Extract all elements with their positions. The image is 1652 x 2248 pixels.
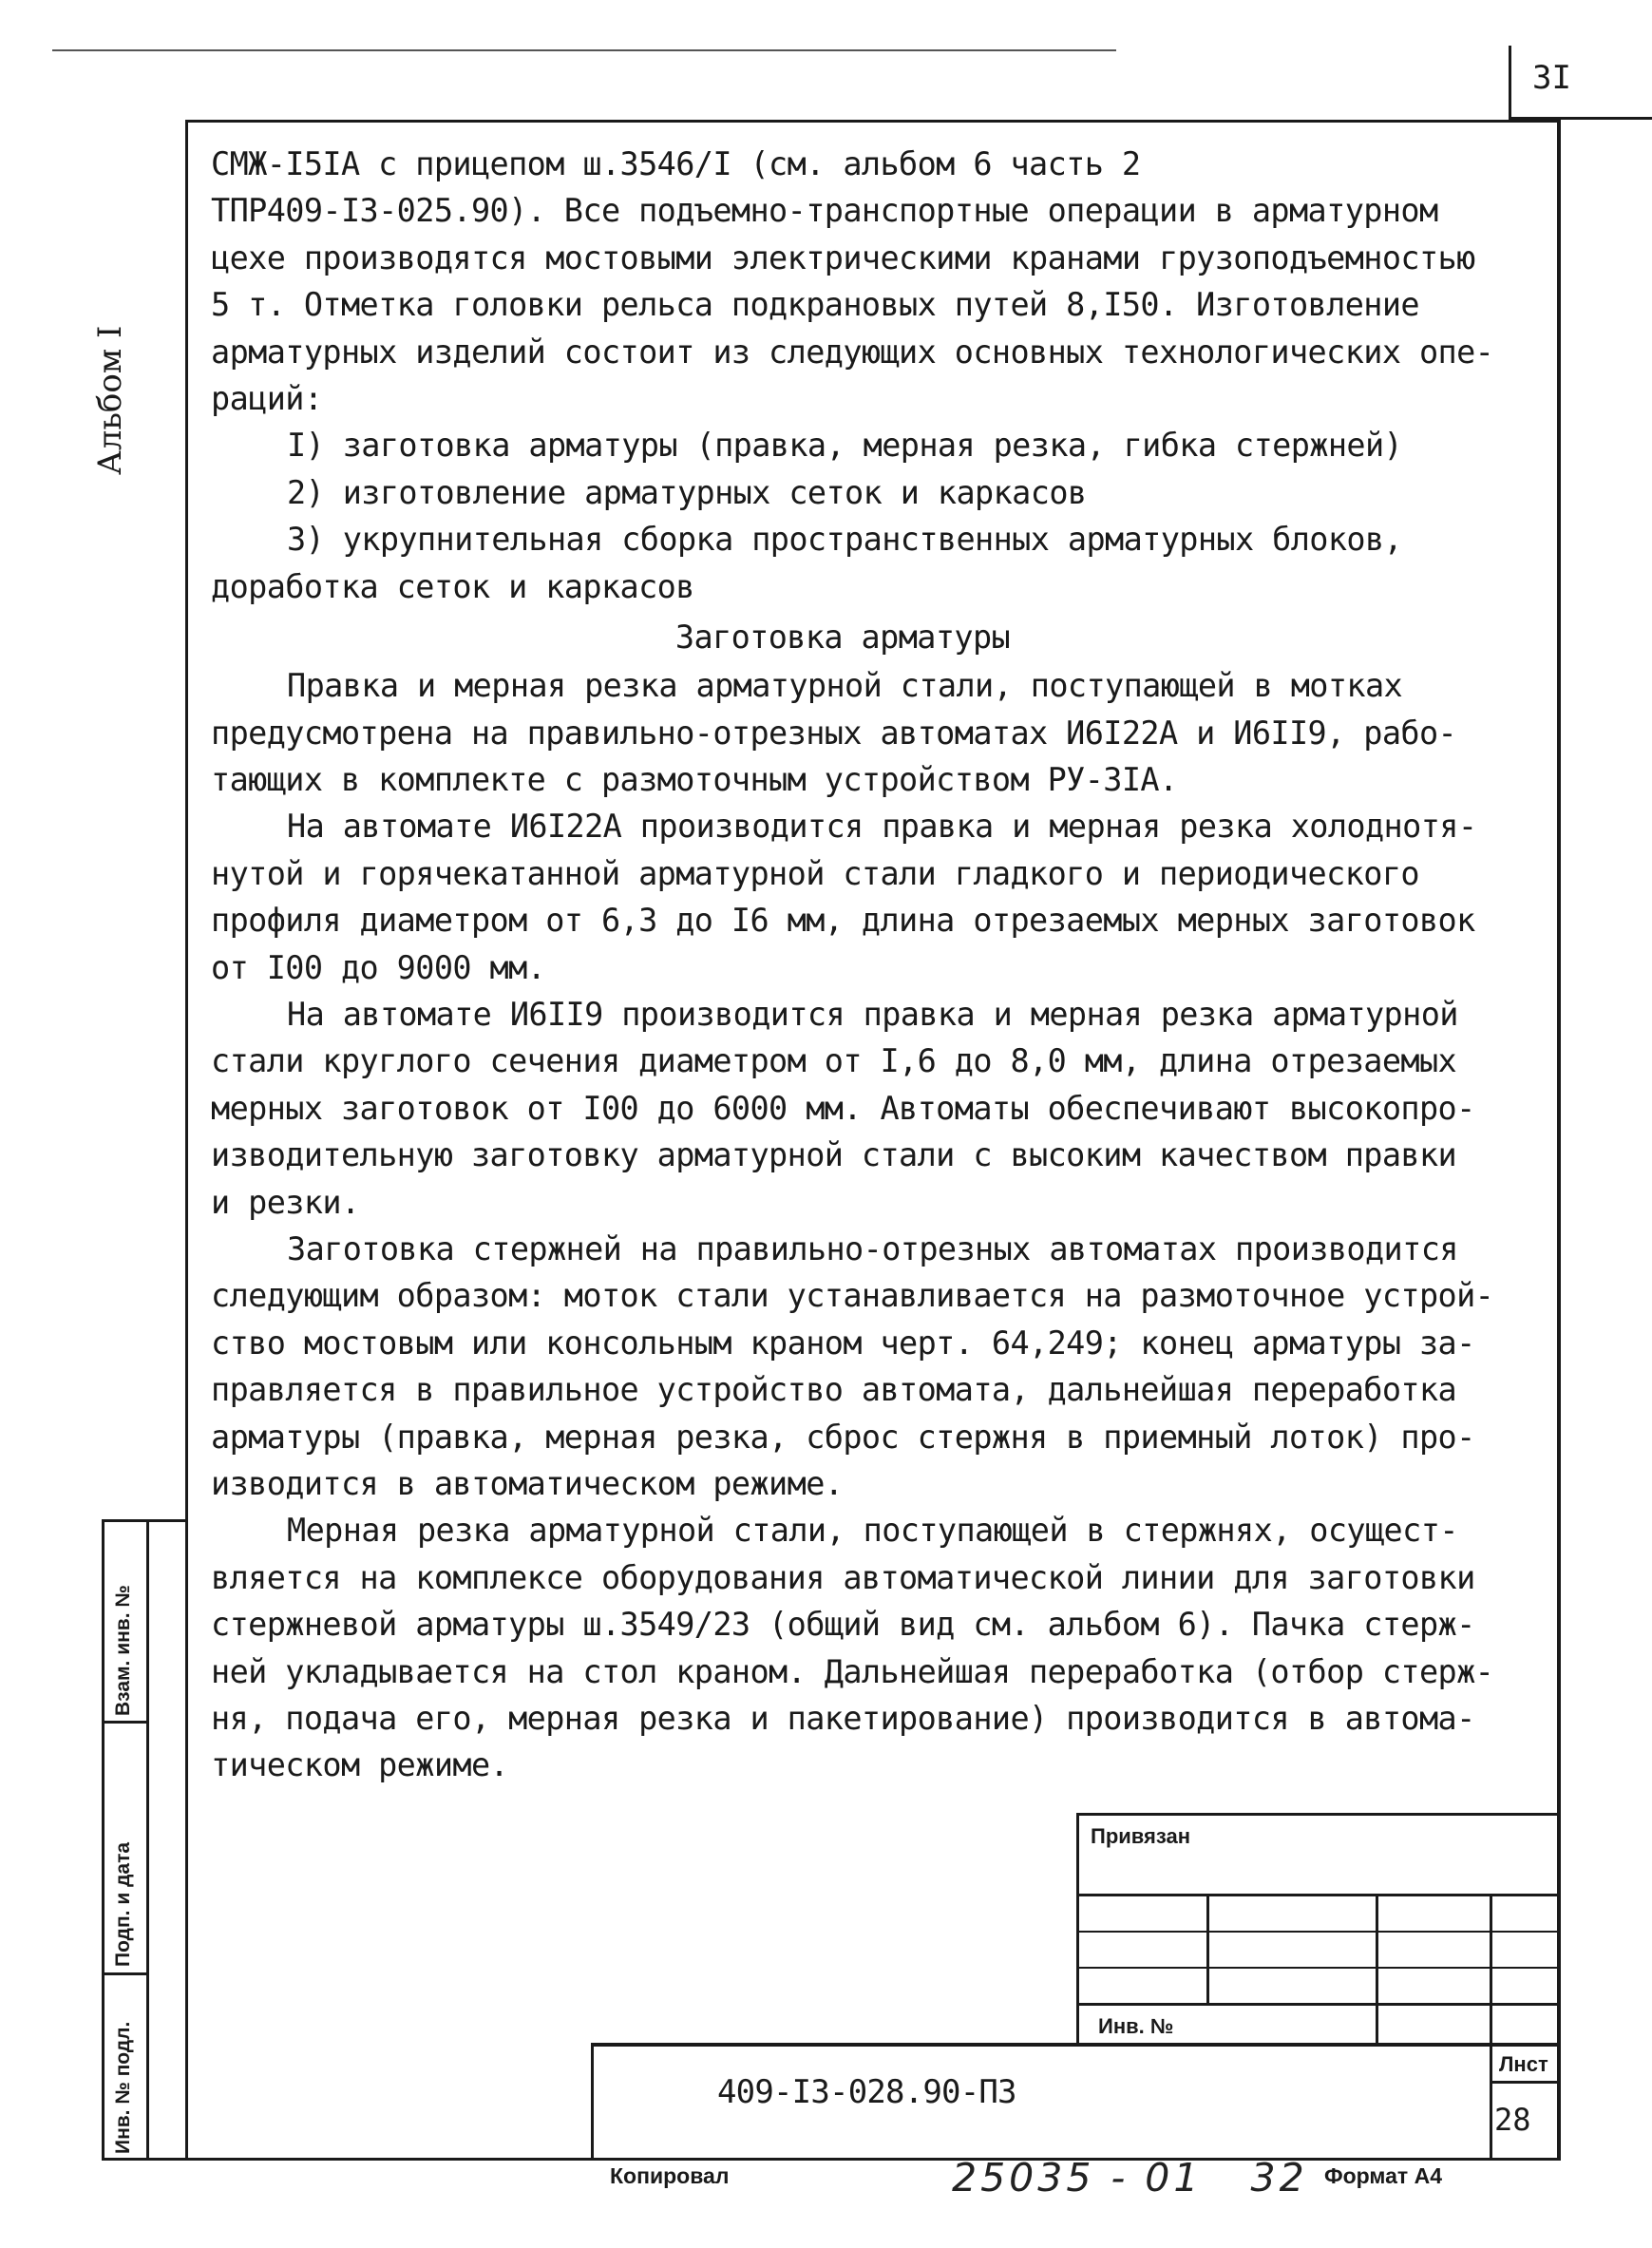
text-line: доработка сеток и каркасов — [211, 567, 694, 605]
paragraph-start: Заготовка стержней на правильно-отрезных автоматах производится — [287, 1229, 1458, 1267]
text-line: следующим образом: моток стали устанавливается на размоточное устрой- — [211, 1277, 1494, 1315]
paragraph-start: Мерная резка арматурной стали, поступающей в стержнях, осущест- — [287, 1512, 1458, 1550]
side-label-replace-inv: Взам. инв. № — [112, 1585, 134, 1716]
side-label-original-inv: Инв. № подл. — [112, 2021, 134, 2154]
handwritten-number: 25035 - 01 32 — [952, 2155, 1308, 2200]
text-line: стали круглого сечения диаметром от I,6 до 8,0 мм, длина отрезаемых — [211, 1042, 1457, 1080]
text-line: изводится в автоматическом режиме. — [211, 1464, 844, 1502]
header-rule — [52, 49, 1116, 51]
code-block-rule — [1490, 2081, 1561, 2084]
text-line: СМЖ-I5IА с прицепом ш.3546/I (см. альбом 6 часть 2 — [211, 145, 1141, 182]
text-line: ство мостовым или консольным краном черт. 64,249; конец арматуры за- — [211, 1324, 1475, 1362]
text-line: правляется в правильное устройство автомата, дальнейшая переработка — [211, 1371, 1457, 1409]
paragraph-start: На автомате И6I22А производится правка и мерная резка холоднотя- — [287, 808, 1477, 846]
title-block-divider — [1490, 1894, 1492, 2045]
document-code: 409-I3-028.90-ПЗ — [717, 2073, 1016, 2111]
text-line: стержневой арматуры ш.3549/23 (общий вид см. альбом 6). Пачка стерж- — [211, 1606, 1475, 1644]
text-line: цехе производятся мостовыми электрическими кранами грузоподъемностью — [211, 238, 1475, 276]
list-item: 2) изготовление арматурных сеток и каркасов — [287, 473, 1087, 511]
text-line: вляется на комплексе оборудования автоматической линии для заготовки — [211, 1558, 1475, 1596]
list-item: 3) укрупнительная сборка пространственных арматурных блоков, — [287, 521, 1403, 559]
text-line: тающих в комплекте с размоточным устройством РУ-3IА. — [211, 761, 1178, 799]
title-block-rule — [1076, 1894, 1561, 1896]
text-line: мерных заготовок от I00 до 6000 мм. Автоматы обеспечивают высокопро- — [211, 1089, 1475, 1127]
text-line: арматуры (правка, мерная резка, сброс стержня в приемный лоток) про- — [211, 1418, 1475, 1456]
text-line: изводительную заготовку арматурной стали с высоким качеством правки — [211, 1136, 1457, 1174]
format-label: Формат А4 — [1324, 2163, 1442, 2188]
section-heading: Заготовка арматуры — [674, 618, 1011, 656]
text-line: 5 т. Отметка головки рельса подкрановых путей 8,I50. Изготовление — [211, 286, 1419, 324]
list-item: I) заготовка арматуры (правка, мерная резка, гибка стержней) — [287, 427, 1403, 465]
page-number: 3I — [1509, 46, 1652, 120]
text-line: ня, подача его, мерная резка и пакетирование) производится в автома- — [211, 1699, 1475, 1737]
code-block-left-border — [591, 2043, 594, 2161]
attached-label: Привязан — [1091, 1824, 1191, 1848]
title-block-left-border — [1076, 1813, 1079, 2045]
title-block-divider — [1206, 1894, 1209, 2004]
text-line: от I00 до 9000 мм. — [211, 948, 546, 986]
title-block-divider — [1376, 1894, 1378, 2045]
code-block-top-border — [591, 2043, 1561, 2047]
copied-label: Копировал — [610, 2163, 730, 2188]
side-label-signature-date: Подп. и дата — [112, 1841, 134, 1967]
text-line: арматурных изделий состоит из следующих основных технологических опе- — [211, 333, 1494, 371]
text-line: предусмотрена на правильно-отрезных автоматах И6I22А и И6II9, рабо- — [211, 714, 1457, 752]
side-stamp-divider — [146, 1522, 149, 2158]
title-block-rule — [1076, 1967, 1561, 1969]
text-line: раций: — [211, 379, 323, 417]
title-block-rule — [1076, 1931, 1561, 1933]
sheet-label: Лнст — [1499, 2052, 1548, 2076]
title-block-rule — [1076, 2003, 1561, 2006]
text-line: ней укладывается на стол краном. Дальнейшая переработка (отбор стерж- — [211, 1652, 1494, 1690]
paragraph-start: Правка и мерная резка арматурной стали, поступающей в мотках — [287, 667, 1403, 705]
paragraph-start: На автомате И6II9 производится правка и мерная резка арматурной — [287, 996, 1458, 1034]
sheet-number: 28 — [1494, 2102, 1531, 2138]
inv-label: Инв. № — [1098, 2014, 1174, 2038]
album-label: Альбом I — [91, 325, 129, 475]
text-line: профиля диаметром от 6,3 до I6 мм, длина отрезаемых мерных заготовок — [211, 902, 1475, 940]
body-text — [211, 141, 1550, 1789]
title-block-top-border — [1076, 1813, 1561, 1816]
text-line: нутой и горячекатанной арматурной стали гладкого и периодического — [211, 854, 1419, 892]
text-line: тическом режиме. — [211, 1746, 509, 1784]
side-stamp — [102, 1519, 188, 2161]
text-line: и резки. — [211, 1183, 360, 1221]
code-block-divider — [1490, 2043, 1492, 2161]
text-line: ТПР409-I3-025.90). Все подъемно-транспортные операции в арматурном — [211, 192, 1438, 230]
